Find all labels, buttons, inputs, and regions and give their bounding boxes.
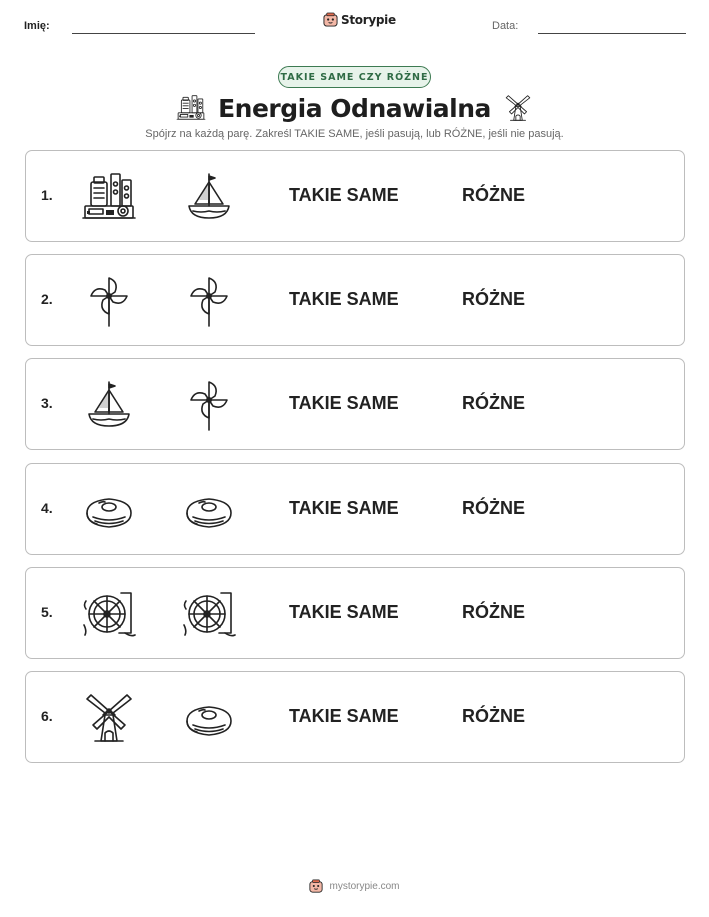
pinwheel-icon	[181, 378, 237, 432]
question-row	[25, 463, 685, 555]
question-number: 5.	[41, 603, 53, 620]
option-same[interactable]: TAKIE SAME	[289, 185, 399, 205]
water-wheel-icon	[181, 587, 237, 641]
pinwheel-icon	[181, 274, 237, 328]
footer	[0, 879, 709, 893]
storypie-logo	[323, 12, 396, 27]
option-different[interactable]: RÓŻNE	[462, 497, 525, 518]
water-wheel-icon	[81, 587, 137, 641]
option-same[interactable]: TAKIE SAME	[289, 706, 399, 726]
question-number: 6.	[41, 708, 53, 724]
biomass-pellet-icon	[181, 691, 237, 745]
question-row	[25, 254, 685, 346]
power-plant-icon	[81, 170, 137, 224]
storypie-logo-icon	[309, 879, 323, 893]
activity-type-badge: TAKIE SAME CZY RÓŻNE	[278, 66, 431, 88]
name-input-line[interactable]	[72, 33, 255, 34]
footer-site: mystorypie.com	[329, 880, 400, 892]
date-input-line[interactable]	[538, 33, 686, 34]
power-plant-icon	[176, 93, 206, 123]
instructions: Spójrz na każdą parę. Zakreśl TAKIE SAME, jeśli pasują, lub RÓŻNE, jeśli nie pasują.	[145, 128, 564, 140]
question-row	[25, 150, 685, 242]
worksheet-header	[0, 0, 709, 50]
option-different[interactable]: RÓŻNE	[462, 601, 525, 622]
question-number: 1.	[41, 187, 53, 203]
biomass-pellet-icon	[81, 483, 137, 537]
date-label: Data:	[492, 20, 519, 32]
question-row	[25, 358, 685, 450]
option-different[interactable]: RÓŻNE	[462, 289, 525, 310]
windmill-icon	[503, 93, 533, 123]
question-row	[25, 671, 685, 763]
title-row	[0, 90, 709, 126]
brand-name: Storypie	[341, 12, 396, 27]
windmill-icon	[81, 691, 137, 745]
page-title: Energia Odnawialna	[218, 93, 491, 123]
question-number: 4.	[41, 499, 53, 516]
name-label: Imię:	[24, 20, 50, 32]
storypie-logo-icon	[323, 12, 338, 27]
option-same[interactable]: TAKIE SAME	[289, 393, 399, 414]
question-row	[25, 567, 685, 659]
question-number: 2.	[41, 291, 53, 308]
option-same[interactable]: TAKIE SAME	[289, 497, 399, 518]
question-number: 3.	[41, 395, 53, 412]
pinwheel-icon	[81, 274, 137, 328]
sailboat-icon	[81, 378, 137, 432]
option-same[interactable]: TAKIE SAME	[289, 601, 399, 622]
option-same[interactable]: TAKIE SAME	[289, 289, 399, 310]
option-different[interactable]: RÓŻNE	[462, 393, 525, 414]
biomass-pellet-icon	[181, 483, 237, 537]
sailboat-icon	[181, 170, 237, 224]
option-different[interactable]: RÓŻNE	[462, 185, 525, 205]
option-different[interactable]: RÓŻNE	[462, 706, 525, 726]
